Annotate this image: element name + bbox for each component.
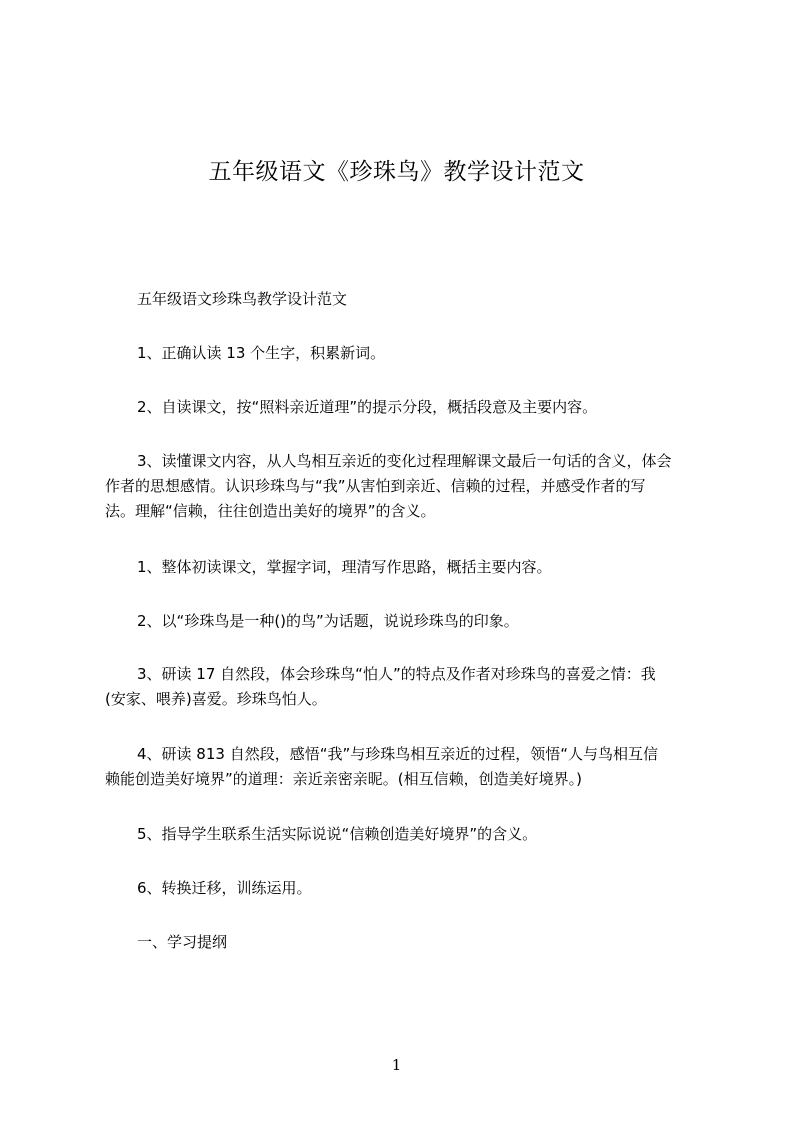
paragraph-line: (安家、喂养)喜爱。珍珠鸟怕人。 — [105, 690, 327, 708]
paragraph-line: 1、正确认读 13 个生字，积累新词。 — [137, 344, 386, 362]
paragraph-step-2 — [137, 609, 737, 634]
paragraph-goal-2 — [137, 395, 737, 420]
paragraph-intro — [137, 287, 737, 312]
paragraph-step-6 — [137, 876, 737, 901]
paragraph-line: 赖能创造美好境界”的道理：亲近亲密亲昵。(相互信赖，创造美好境界。) — [105, 770, 582, 788]
paragraph-goal-3 — [105, 449, 705, 524]
paragraph-line: 3、读懂课文内容，从人鸟相互亲近的变化过程理解课文最后一句话的含义，体会 — [137, 452, 672, 470]
paragraph-step-3 — [105, 662, 705, 712]
paragraph-line: 五年级语文珍珠鸟教学设计范文 — [137, 290, 348, 308]
page-number: 1 — [391, 1056, 402, 1074]
paragraph-step-4 — [105, 742, 705, 792]
paragraph-step-1 — [137, 555, 737, 580]
document-title: 五年级语文《珍珠鸟》教学设计范文 — [208, 159, 585, 186]
section-heading-study-outline — [137, 930, 737, 955]
paragraph-line: 2、以“珍珠鸟是一种()的鸟”为话题，说说珍珠鸟的印象。 — [137, 612, 519, 630]
paragraph-line: 5、指导学生联系生活实际说说“信赖创造美好境界”的含义。 — [137, 825, 538, 843]
paragraph-line: 一、学习提纲 — [137, 933, 228, 951]
paragraph-line: 3、研读 17 自然段，体会珍珠鸟“怕人”的特点及作者对珍珠鸟的喜爱之情：我 — [137, 665, 656, 683]
paragraph-line: 6、转换迁移，训练运用。 — [137, 879, 312, 897]
paragraph-step-5 — [137, 822, 737, 847]
paragraph-line: 2、自读课文，按“照料亲近道理”的提示分段，概括段意及主要内容。 — [137, 398, 598, 416]
paragraph-line: 法。理解“信赖，往往创造出美好的境界”的含义。 — [105, 502, 436, 520]
paragraph-line: 作者的思想感情。认识珍珠鸟与“我”从害怕到亲近、信赖的过程，并感受作者的写 — [105, 477, 646, 495]
paragraph-line: 1、整体初读课文，掌握字词，理清写作思路，概括主要内容。 — [137, 558, 552, 576]
paragraph-goal-1 — [137, 341, 737, 366]
paragraph-line: 4、研读 813 自然段，感悟“我”与珍珠鸟相互亲近的过程，领悟“人与鸟相互信 — [137, 745, 659, 763]
